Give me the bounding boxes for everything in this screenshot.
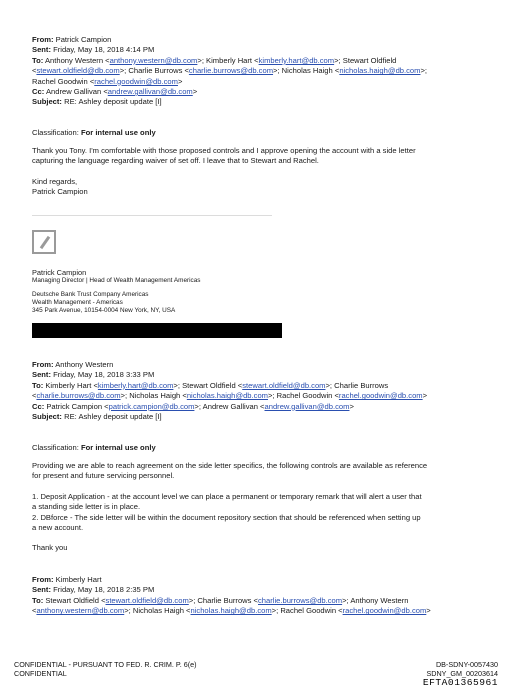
footer-right (423, 660, 498, 687)
address-text: < (32, 66, 37, 76)
email-header-1 (32, 35, 482, 108)
bates-efta: EFTA01365961 (422, 677, 498, 688)
classification-value: For internal use only (80, 128, 156, 137)
list-item: 2. DBforce - The side letter will be within the document repository section that should be referenced when setting up (32, 512, 421, 522)
from-value: Patrick Campion (55, 35, 112, 44)
address-text: Stewart Oldfield < (43, 595, 106, 605)
address-text: >; (420, 66, 428, 76)
sent-label: Sent: (32, 585, 51, 595)
address-text: Rachel Goodwin < (32, 76, 95, 86)
subject-value: RE: Ashley deposit update [I] (64, 412, 162, 422)
to-line (43, 381, 388, 390)
address-text: >; Stewart Oldfield (334, 55, 397, 65)
thanks: Thank you (32, 543, 68, 553)
address-text: >; Nicholas Haigh < (124, 606, 191, 616)
email-link[interactable]: anthony.western@db.com (109, 55, 198, 65)
signoff: Patrick Campion (32, 187, 88, 197)
footer-left (14, 660, 197, 678)
sent-label: Sent: (32, 45, 51, 55)
from-value: Kimberly Hart (55, 575, 102, 584)
email-link[interactable]: rachel.goodwin@db.com (94, 76, 178, 86)
email-header-2 (32, 360, 482, 422)
cc-line (44, 87, 197, 96)
email-body-2 (32, 461, 482, 554)
sent-value: Friday, May 18, 2018 2:35 PM (53, 585, 155, 595)
deutsche-bank-logo-icon (32, 230, 56, 254)
list-item: a new account. (32, 523, 84, 533)
address-text: >; Rachel Goodwin < (271, 606, 343, 616)
classification-1 (32, 128, 482, 138)
email-link[interactable]: rachel.goodwin@db.com (342, 606, 427, 616)
address-text: >; Andrew Gallivan < (194, 401, 265, 411)
address-text: >; Charlie Burrows < (188, 595, 258, 605)
email-link[interactable]: charlie.burrows@db.com (188, 66, 274, 76)
signature-division: Wealth Management - Americas (32, 299, 123, 306)
email-link[interactable]: stewart.oldfield@db.com (36, 66, 120, 76)
email-link[interactable]: nicholas.haigh@db.com (339, 66, 421, 76)
email-link[interactable]: charlie.burrows@db.com (258, 595, 343, 605)
to-label: To: (32, 55, 44, 65)
redaction-bar (32, 323, 282, 338)
address-text: >; Charlie Burrows < (119, 66, 189, 76)
cc-line (44, 402, 354, 411)
classification-label: Classification: (32, 128, 79, 137)
address-text: Patrick Campion < (44, 401, 109, 411)
signature-company: Deutsche Bank Trust Company Americas (32, 291, 149, 298)
email-link[interactable]: patrick.campion@db.com (108, 401, 195, 411)
classification-label: Classification: (32, 443, 79, 452)
body-line: Providing we are able to reach agreement on the side letter specifics, the following controls are available as reference (32, 461, 428, 470)
address-text: > (177, 76, 183, 86)
subject-value: RE: Ashley deposit update [I] (64, 97, 162, 107)
regards: Kind regards, (32, 176, 78, 186)
email-link[interactable]: andrew.gallivan@db.com (107, 87, 193, 97)
email-link[interactable]: andrew.gallivan@db.com (264, 401, 350, 411)
email-link[interactable]: rachel.goodwin@db.com (338, 391, 423, 401)
body-line: capturing the language regarding waiver of set off. I leave that to Stewart and Rachel. (32, 156, 319, 166)
sent-value: Friday, May 18, 2018 4:14 PM (53, 45, 155, 55)
list-item: a standing side letter is in place. (32, 502, 141, 512)
subject-label: Subject: (32, 412, 62, 422)
address-text: >; Rachel Goodwin < (268, 391, 339, 401)
confidential-notice: CONFIDENTIAL - PURSUANT TO FED. R. CRIM. P. 6(e) (14, 660, 197, 669)
address-text: > (426, 606, 431, 616)
address-text: >; Anthony Western (342, 595, 409, 605)
body-line: for present and future servicing personnel. (32, 471, 175, 481)
signature-name: Patrick Campion (32, 268, 87, 277)
from-label: From: (32, 360, 54, 369)
signature-title: Managing Director | Head of Wealth Management Americas (32, 277, 201, 284)
to-line (32, 66, 427, 75)
email-link[interactable]: anthony.western@db.com (36, 606, 125, 616)
to-line (32, 391, 427, 400)
bates-sdny: SDNY_GM_00203614 (426, 669, 498, 678)
address-text: >; Nicholas Haigh < (273, 66, 340, 76)
email-link[interactable]: stewart.oldfield@db.com (105, 595, 189, 605)
to-label: To: (32, 380, 44, 390)
address-text: >; Stewart Oldfield < (173, 380, 243, 390)
email-header-3 (32, 575, 482, 617)
email-link[interactable]: kimberly.hart@db.com (97, 380, 174, 390)
bates-db: DB-SDNY-0057430 (435, 660, 498, 669)
address-text: > (349, 401, 354, 411)
email-link[interactable]: stewart.oldfield@db.com (242, 380, 326, 390)
address-text: > (422, 391, 428, 401)
from-label: From: (32, 575, 54, 584)
email-link[interactable]: nicholas.haigh@db.com (186, 391, 268, 401)
to-line (32, 77, 182, 86)
email-link[interactable]: charlie.burrows@db.com (36, 391, 121, 401)
to-label: To: (32, 595, 44, 605)
email-link[interactable]: kimberly.hart@db.com (258, 55, 335, 65)
email-body-1 (32, 146, 482, 198)
address-text: >; Nicholas Haigh < (120, 391, 187, 401)
to-line (45, 56, 396, 65)
cc-label: Cc: (32, 401, 45, 411)
address-text: < (32, 606, 37, 616)
to-line (32, 606, 431, 615)
from-label: From: (32, 35, 54, 44)
sent-value: Friday, May 18, 2018 3:33 PM (53, 370, 155, 380)
cc-label: Cc: (32, 87, 45, 97)
email-link[interactable]: nicholas.haigh@db.com (190, 606, 272, 616)
list-item: 1. Deposit Application - at the account level we can place a permanent or temporary remark that will alert a user that (32, 491, 422, 501)
body-line: Thank you Tony. I'm comfortable with those proposed controls and I approve opening the account with a side letter (32, 146, 416, 155)
classification-value: For internal use only (80, 443, 156, 452)
address-text: Kimberly Hart < (43, 380, 98, 390)
signature-divider (32, 215, 272, 216)
from-value: Anthony Western (55, 360, 114, 369)
address-text: Anthony Western < (44, 55, 110, 65)
signature-block (32, 268, 201, 315)
address-text: Andrew Gallivan < (44, 87, 108, 97)
classification-2 (32, 443, 482, 453)
address-text: > (192, 87, 198, 97)
address-text: >; Kimberly Hart < (197, 55, 259, 65)
signature-address: 345 Park Avenue, 10154-0004 New York, NY, USA (32, 307, 176, 314)
to-line (43, 596, 408, 605)
sent-label: Sent: (32, 370, 51, 380)
address-text: >; Charlie Burrows (325, 380, 389, 390)
subject-label: Subject: (32, 97, 62, 107)
address-text: < (32, 391, 37, 401)
confidential-label: CONFIDENTIAL (14, 669, 67, 678)
